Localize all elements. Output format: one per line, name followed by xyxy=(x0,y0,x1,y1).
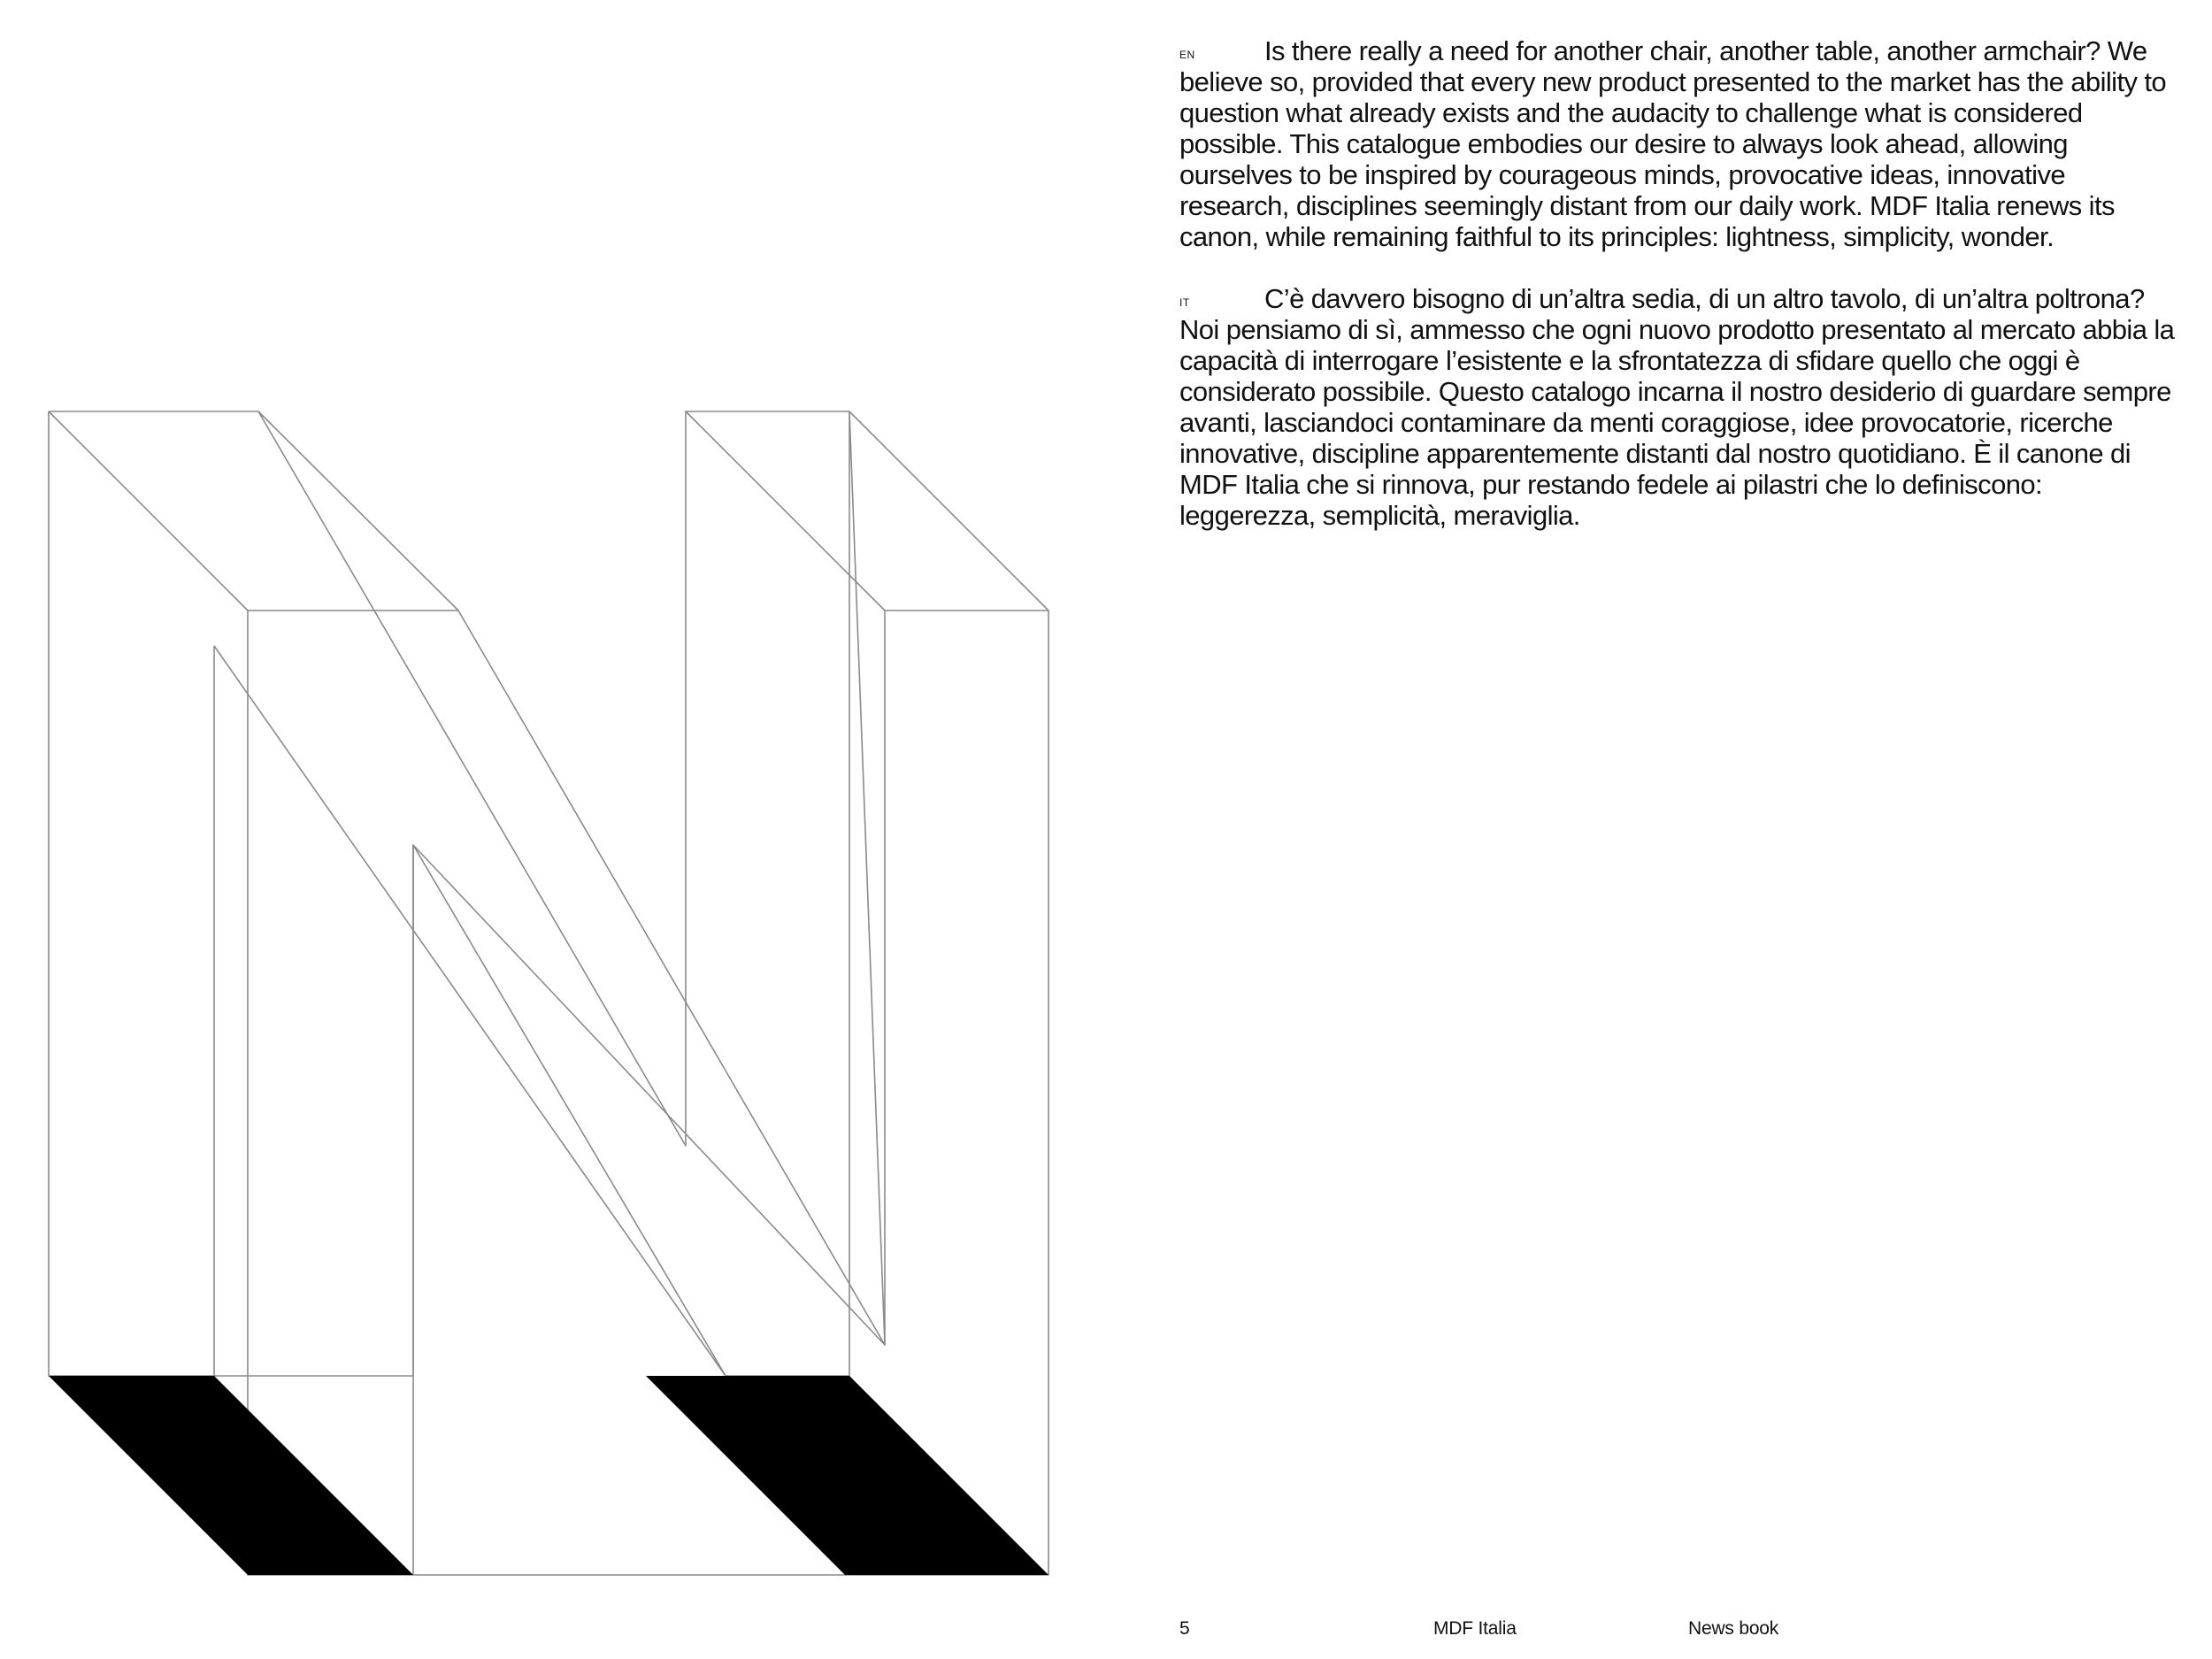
inner-edge xyxy=(413,845,885,1345)
inner-edge xyxy=(849,411,885,1345)
footer-brand: MDF Italia xyxy=(1433,1618,1517,1639)
right-base-shadow xyxy=(646,1376,1048,1575)
intro-text-column xyxy=(1179,35,2179,562)
inner-edge xyxy=(214,646,726,1376)
depth-edge xyxy=(686,411,885,611)
letter-n-base-shadows xyxy=(49,1376,1048,1575)
paragraph-en-body: Is there really a need for another chair, another table, another armchair? We believe so, provided that every new product presented to the market has the ability to question what already exists and the audacity to challenge what is considered possible. This catalogue embodies our desire to always look ahead, allowing ourselves to be inspired by courageous minds, provocative ideas, innovative research, disciplines seemingly distant from our daily work. MDF Italia renews its canon, while remaining faithful to its principles: lightness, simplicity, wonder. xyxy=(1179,35,2167,252)
footer-publication: News book xyxy=(1688,1618,1779,1639)
n-back-outline xyxy=(49,411,849,1376)
page-number: 5 xyxy=(1179,1618,1190,1639)
depth-edge xyxy=(849,411,1048,611)
paragraph-it-body: C’è davvero bisogno di un’altra sedia, di un altro tavolo, di un’altra poltrona? Noi pensiamo di sì, ammesso che ogni nuovo prodotto presentato al mercato abbia la capacità di interrogare l’esistente e la sfrontatezza di sfidare quello che oggi è considerato possibile. Questo catalogo incarna il nostro desiderio di guardare sempre avanti, lasciandoci contaminare da menti coraggiose, idee provocatorie, ricerche innovative, discipline apparentemente distanti dal nostro quotidiano. È il canone di MDF Italia che si rinnova, pur restando fedele ai pilastri che lo definiscono: leggerezza, semplicità, meraviglia. xyxy=(1179,283,2175,531)
depth-edge xyxy=(258,411,458,611)
paragraph-it xyxy=(1179,283,2179,531)
language-tag-it: IT xyxy=(1179,296,1190,309)
language-tag-en: EN xyxy=(1179,49,1195,61)
left-base-shadow xyxy=(49,1376,413,1575)
n-front-face xyxy=(248,611,1048,1575)
depth-edge xyxy=(49,411,248,611)
paragraph-en xyxy=(1179,35,2179,252)
